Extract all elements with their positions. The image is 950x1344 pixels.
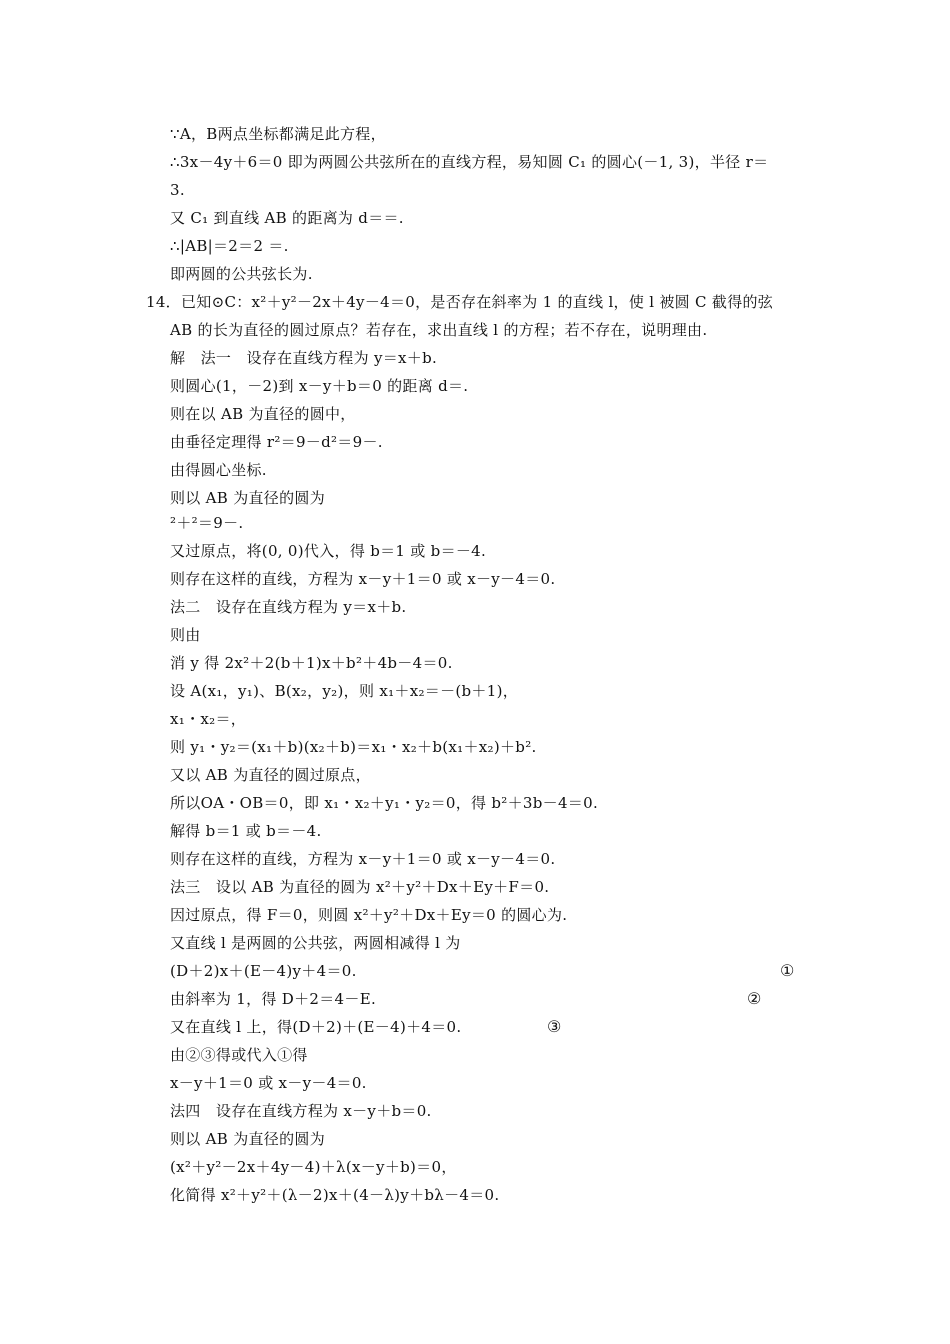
- text-line: ∴|AB|＝2＝2 ＝.: [170, 237, 289, 255]
- text-line: 即两圆的公共弦长为.: [170, 265, 313, 283]
- text-line: 则以 AB 为直径的圆为: [170, 1130, 325, 1148]
- text-line: 设 A(x₁，y₁)、B(x₂，y₂)，则 x₁＋x₂＝－(b＋1)，: [170, 682, 519, 700]
- text-line: x－y＋1＝0 或 x－y－4＝0.: [170, 1074, 367, 1092]
- text-line: 所以OA・OB＝0，即 x₁・x₂＋y₁・y₂＝0，得 b²＋3b－4＝0.: [170, 794, 599, 812]
- text-line: ∴3x－4y＋6＝0 即为两圆公共弦所在的直线方程，易知圆 C₁ 的圆心(－1, 3)，半径 r＝: [170, 153, 769, 171]
- text-line: 则在以 AB 为直径的圆中，: [170, 405, 356, 423]
- text-line: 则存在这样的直线，方程为 x－y＋1＝0 或 x－y－4＝0.: [170, 850, 556, 868]
- text-line: 法三 设以 AB 为直径的圆为 x²＋y²＋Dx＋Ey＋F＝0.: [170, 878, 550, 896]
- text-line: 法四 设存在直线方程为 x－y＋b＝0.: [170, 1102, 432, 1120]
- text-line: 解得 b＝1 或 b＝－4.: [170, 822, 322, 840]
- text-line: x₁・x₂＝，: [170, 710, 247, 728]
- text-line: (D＋2)x＋(E－4)y＋4＝0.: [170, 962, 357, 980]
- text-line: 化简得 x²＋y²＋(λ－2)x＋(4－λ)y＋bλ－4＝0.: [170, 1186, 500, 1204]
- text-line: 由得圆心坐标.: [170, 461, 267, 479]
- text-line: 3.: [170, 181, 185, 199]
- text-line: 由垂径定理得 r²＝9－d²＝9－.: [170, 433, 383, 451]
- text-line: 消 y 得 2x²＋2(b＋1)x＋b²＋4b－4＝0.: [170, 654, 453, 672]
- text-line: 又过原点，将(0, 0)代入，得 b＝1 或 b＝－4.: [170, 542, 487, 560]
- text-line: 又 C₁ 到直线 AB 的距离为 d＝＝.: [170, 209, 404, 227]
- equation-marker-3: ③: [547, 1017, 562, 1036]
- text-line: 由斜率为 1，得 D＋2＝4－E.: [170, 990, 377, 1008]
- text-line: 则以 AB 为直径的圆为: [170, 489, 325, 507]
- problem-14-heading: 14．已知⊙C：x²＋y²－2x＋4y－4＝0，是否存在斜率为 1 的直线 l，使 l 被圆 C 截得的弦: [146, 293, 774, 311]
- text-line: ²＋²＝9－.: [170, 514, 244, 532]
- text-line: AB 的长为直径的圆过原点？若存在，求出直线 l 的方程；若不存在，说明理由.: [170, 321, 708, 339]
- equation-marker-2: ②: [747, 989, 762, 1008]
- equation-marker-1: ①: [780, 961, 795, 980]
- text-line: 解 法一 设存在直线方程为 y＝x＋b.: [170, 349, 438, 367]
- text-line: 则圆心(1，－2)到 x－y＋b＝0 的距离 d＝.: [170, 377, 469, 395]
- text-line: 由②③得或代入①得: [170, 1046, 308, 1064]
- text-line: 法二 设存在直线方程为 y＝x＋b.: [170, 598, 407, 616]
- text-line: 又以 AB 为直径的圆过原点，: [170, 766, 371, 784]
- text-line: 则存在这样的直线，方程为 x－y＋1＝0 或 x－y－4＝0.: [170, 570, 556, 588]
- text-line: 因过原点，得 F＝0，则圆 x²＋y²＋Dx＋Ey＝0 的圆心为.: [170, 906, 568, 924]
- text-line: 又直线 l 是两圆的公共弦，两圆相减得 l 为: [170, 934, 461, 952]
- text-line: 则 y₁・y₂＝(x₁＋b)(x₂＋b)＝x₁・x₂＋b(x₁＋x₂)＋b².: [170, 738, 537, 756]
- text-line: ∵A，B两点坐标都满足此方程，: [170, 125, 386, 143]
- text-line: 又在直线 l 上，得(D＋2)＋(E－4)＋4＝0.: [170, 1018, 462, 1036]
- text-line: 则由: [170, 626, 201, 644]
- text-line: (x²＋y²－2x＋4y－4)＋λ(x－y＋b)＝0，: [170, 1158, 457, 1176]
